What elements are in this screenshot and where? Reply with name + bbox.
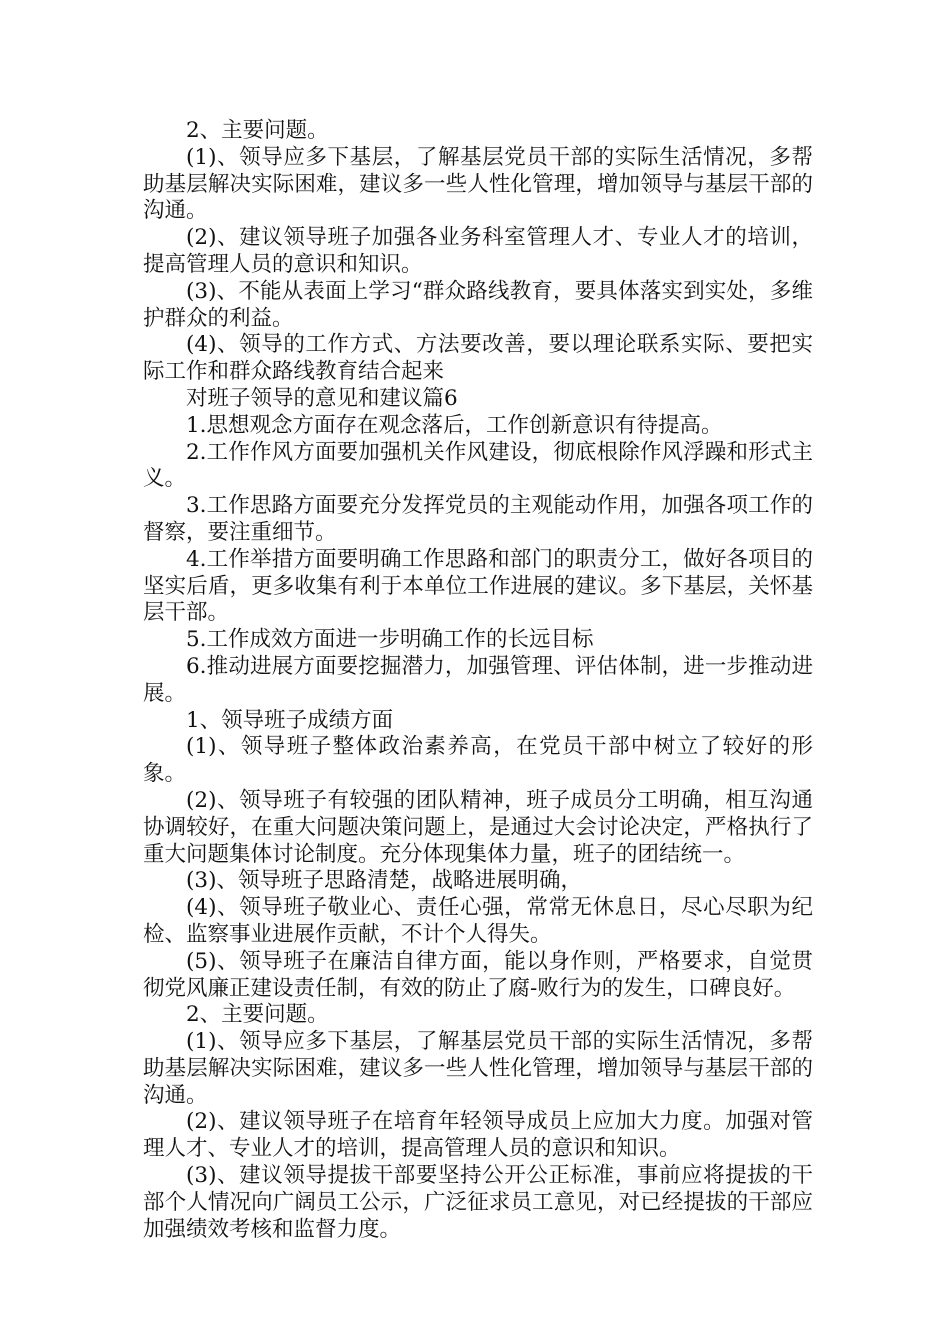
paragraph: (4)、领导的工作方式、方法要改善，要以理论联系实际、要把实际工作和群众路线教育结合起来 [143,332,813,385]
paragraph: (2)、建议领导班子加强各业务科室管理人才、专业人才的培训，提高管理人员的意识和知识。 [143,225,813,277]
paragraph: 2、主要问题。 [186,118,329,143]
document-body [143,118,813,1243]
paragraph: 3.工作思路方面要充分发挥党员的主观能动作用，加强各项工作的督察，要注重细节。 [143,493,813,545]
paragraph: 1.思想观念方面存在观念落后，工作创新意识有待提高。 [186,412,723,438]
paragraph: 5.工作成效方面进一步明确工作的长远目标 [186,627,594,653]
paragraph: 4.工作举措方面要明确工作思路和部门的职责分工，做好各项目的坚实后盾，更多收集有利于本单位工作进展的建议。多下基层，关怀基层干部。 [143,546,813,626]
paragraph: 6.推动进展方面要挖掘潜力，加强管理、评估体制，进一步推动进展。 [143,653,813,706]
paragraph: (1)、领导应多下基层，了解基层党员干部的实际生活情况，多帮助基层解决实际困难，建议多一些人性化管理，增加领导与基层干部的沟通。 [143,144,813,224]
paragraph: (1)、领导应多下基层，了解基层党员干部的实际生活情况，多帮助基层解决实际困难，建议多一些人性化管理，增加领导与基层干部的沟通。 [143,1029,813,1108]
paragraph: 2、主要问题。 [186,1002,329,1028]
paragraph: (1)、领导班子整体政治素养高，在党员干部中树立了较好的形象。 [143,734,813,787]
paragraph: (2)、领导班子有较强的团队精神，班子成员分工明确，相互沟通协调较好，在重大问题决策问题上，是通过大会讨论决定，严格执行了重大问题集体讨论制度。充分体现集体力量，班子的团结统一。 [143,787,813,867]
paragraph: 2.工作作风方面要加强机关作风建设，彻底根除作风浮躁和形式主义。 [143,439,813,492]
paragraph: 1、领导班子成绩方面 [186,707,394,733]
paragraph: (3)、建议领导提拔干部要坚持公开公正标准，事前应将提拔的干部个人情况向广阔员工公示，广泛征求员工意见，对已经提拔的干部应加强绩效考核和监督力度。 [143,1163,813,1242]
section-heading: 对班子领导的意见和建议篇6 [186,385,458,411]
paragraph: (3)、领导班子思路清楚，战略进展明确， [186,868,582,894]
paragraph: (2)、建议领导班子在培育年轻领导成员上应加大力度。加强对管理人才、专业人才的培训，提高管理人员的意识和知识。 [143,1109,813,1162]
paragraph: (3)、不能从表面上学习“群众路线教育，要具体落实到实处，多维护群众的利益。 [143,278,813,331]
paragraph: (4)、领导班子敬业心、责任心强，常常无休息日，尽心尽职为纪检、监察事业进展作贡献，不计个人得失。 [143,895,813,947]
paragraph: (5)、领导班子在廉洁自律方面，能以身作则，严格要求，自觉贯彻党风廉正建设责任制，有效的防止了腐-败行为的发生，口碑良好。 [143,948,813,1001]
